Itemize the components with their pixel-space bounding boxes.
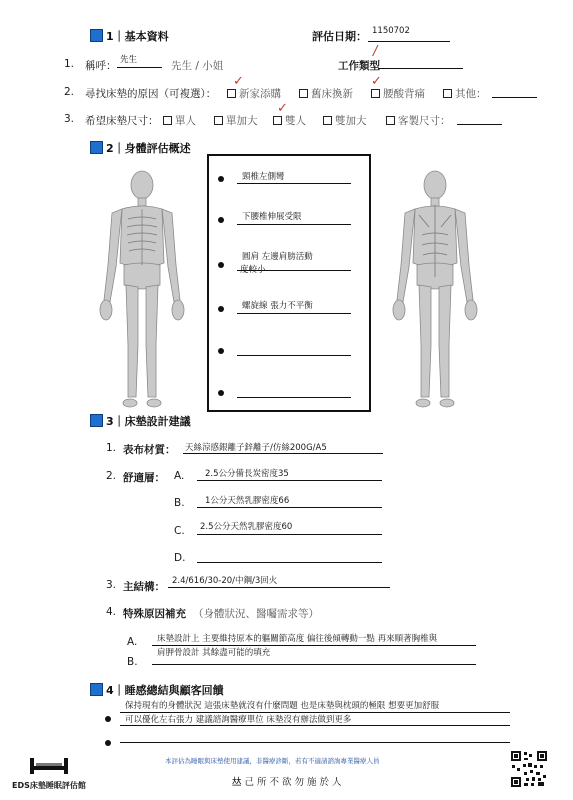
comfort-underline (197, 534, 382, 535)
structure-label: 主結構： (123, 581, 165, 593)
row3-number: 3. (64, 113, 75, 125)
fabric-value[interactable]: 天絲涼感銀離子鋅離子/仿絲200G/A5 (185, 443, 327, 453)
checkbox-icon[interactable] (371, 89, 380, 98)
special-number: 4. (106, 606, 117, 618)
job-type-label: 工作類型 (338, 60, 380, 72)
brand-name: EDS床墊睡眠評估館 (12, 781, 86, 790)
size-option-double[interactable]: 雙人 (273, 113, 306, 128)
bed-logo-icon (28, 752, 70, 778)
section1-marker-icon (90, 29, 103, 42)
size-label: 希望床墊尺寸： (85, 115, 159, 127)
job-type-field[interactable] (378, 68, 463, 69)
salutation-value[interactable]: 先生 (120, 55, 138, 65)
comfort-underline (197, 507, 382, 508)
reason-option-replace[interactable]: 舊床換新 (299, 86, 353, 101)
size-custom-field[interactable] (457, 124, 502, 125)
disclaimer: 本評估為睡眠與床墊使用建議，非醫療診斷，若有不適請諮詢專業醫療人員 (165, 757, 380, 765)
job-type-mark-icon: / (373, 44, 378, 59)
note-underline (237, 397, 351, 398)
qr-code-icon[interactable] (510, 750, 548, 788)
reason-other-field[interactable] (492, 97, 537, 98)
motto-first-glyph: 𠀤 (232, 777, 245, 788)
body-assessment-notes-box (207, 154, 371, 412)
feedback-line2[interactable]: 可以優化左右張力 建議諮詢醫療單位 床墊沒有辦法做到更多 (125, 715, 352, 725)
reason-option-back-pain[interactable]: 腰酸背痛 (371, 86, 425, 101)
bullet-icon (218, 348, 224, 354)
checkbox-icon[interactable] (163, 116, 172, 125)
structure-value[interactable]: 2.4/616/30-20/中鋼/3回火 (172, 576, 278, 586)
fabric-number: 1. (106, 442, 117, 454)
bullet-icon (218, 176, 224, 182)
checkbox-icon[interactable] (323, 116, 332, 125)
comfort-underline (197, 562, 382, 563)
body-note-4[interactable]: 螺旋線 張力不平衡 (242, 301, 313, 311)
checkbox-icon[interactable] (299, 89, 308, 98)
comfort-letter-c: C. (174, 525, 185, 537)
checkmark-icon: ✓ (371, 74, 382, 89)
special-letter-b: B. (127, 656, 138, 668)
checkbox-icon[interactable] (227, 89, 236, 98)
bullet-icon (105, 716, 111, 722)
note-underline (237, 183, 351, 184)
size-option-single-plus[interactable]: 單加大 (214, 113, 258, 128)
fabric-label: 表布材質： (123, 444, 176, 456)
special-label: 特殊原因補充 (123, 608, 186, 620)
salutation-label: 稱呼： (85, 60, 117, 72)
section2-title: 2｜身體評估概述 (106, 142, 191, 155)
row2-number: 2. (64, 86, 75, 98)
section4-title: 4｜睡感總結與顧客回饋 (106, 684, 224, 697)
size-option-double-plus[interactable]: 雙加大 (323, 113, 367, 128)
body-note-2[interactable]: 下腰椎伸展受限 (242, 212, 302, 222)
motto-text: 己所不欲勿施於人 (244, 777, 345, 788)
body-note-3-cont[interactable]: 度較小 (240, 265, 266, 275)
section3-title: 3｜床墊設計建議 (106, 415, 191, 428)
salutation-underline (117, 67, 162, 68)
special-note-line2[interactable]: 肩胛骨設計 其餘盡可能的填充 (157, 648, 271, 658)
bullet-icon (218, 217, 224, 223)
feedback-underline (120, 725, 510, 726)
comfort-layer-a[interactable]: 2.5公分備長炭密度35 (205, 469, 289, 479)
special-letter-a: A. (127, 636, 138, 648)
comfort-letter-a: A. (174, 470, 185, 482)
note-underline (237, 355, 351, 356)
comfort-layer-c[interactable]: 2.5公分天然乳膠密度60 (200, 522, 293, 532)
bullet-icon (218, 262, 224, 268)
feedback-line1[interactable]: 保持現有的身體狀況 這張床墊就沒有什麼問題 也是床墊與枕頭的極限 想要更加舒服 (125, 701, 440, 711)
special-hint: （身體狀況、醫囑需求等） (193, 608, 319, 620)
skeleton-back-icon (385, 165, 485, 410)
assessment-date-label: 評估日期： (312, 30, 367, 43)
checkbox-icon[interactable] (386, 116, 395, 125)
section3-marker-icon (90, 414, 103, 427)
reason-option-new-home[interactable]: 新家添購 (227, 86, 281, 101)
comfort-label: 舒適層： (123, 472, 165, 484)
section2-marker-icon (90, 141, 103, 154)
special-note-line1[interactable]: 床墊設計上 主要維持原本的軀關節高度 偏往後傾轉動一點 再來順著胸椎與 (157, 634, 438, 644)
size-option-custom[interactable]: 客製尺寸： (386, 113, 451, 128)
checkmark-icon: ✓ (277, 101, 288, 116)
note-underline (237, 224, 351, 225)
body-note-1[interactable]: 頸椎左側彎 (242, 172, 285, 182)
skeleton-front-icon (92, 165, 192, 410)
structure-underline (168, 587, 390, 588)
structure-number: 3. (106, 579, 117, 591)
motto (232, 774, 345, 788)
comfort-layer-b[interactable]: 1公分天然乳膠密度66 (205, 496, 290, 506)
note-underline (237, 313, 351, 314)
bullet-icon (218, 390, 224, 396)
section1-title: 1｜基本資料 (106, 30, 169, 43)
salutation-options: 先生 / 小姐 (171, 60, 224, 72)
section4-marker-icon (90, 683, 103, 696)
checkbox-icon[interactable] (443, 89, 452, 98)
comfort-letter-b: B. (174, 497, 185, 509)
comfort-number: 2. (106, 470, 117, 482)
bullet-icon (218, 306, 224, 312)
size-option-single[interactable]: 單人 (163, 113, 196, 128)
checkbox-icon[interactable] (214, 116, 223, 125)
comfort-underline (197, 480, 382, 481)
note-underline (237, 270, 351, 271)
comfort-letter-d: D. (174, 552, 186, 564)
checkmark-icon: ✓ (233, 74, 244, 89)
fabric-underline (183, 453, 383, 454)
date-underline (368, 41, 450, 42)
feedback-underline (120, 742, 510, 743)
checkbox-icon[interactable] (273, 116, 282, 125)
row1-number: 1. (64, 58, 75, 70)
reason-label: 尋找床墊的原因（可複選）： (85, 88, 217, 100)
body-note-3[interactable]: 圓肩 左邊肩膀活動 (242, 252, 313, 262)
special-underline (152, 664, 476, 665)
bullet-icon (105, 740, 111, 746)
assessment-date-value[interactable]: 1150702 (372, 26, 410, 36)
reason-option-other[interactable]: 其他： (443, 86, 487, 101)
